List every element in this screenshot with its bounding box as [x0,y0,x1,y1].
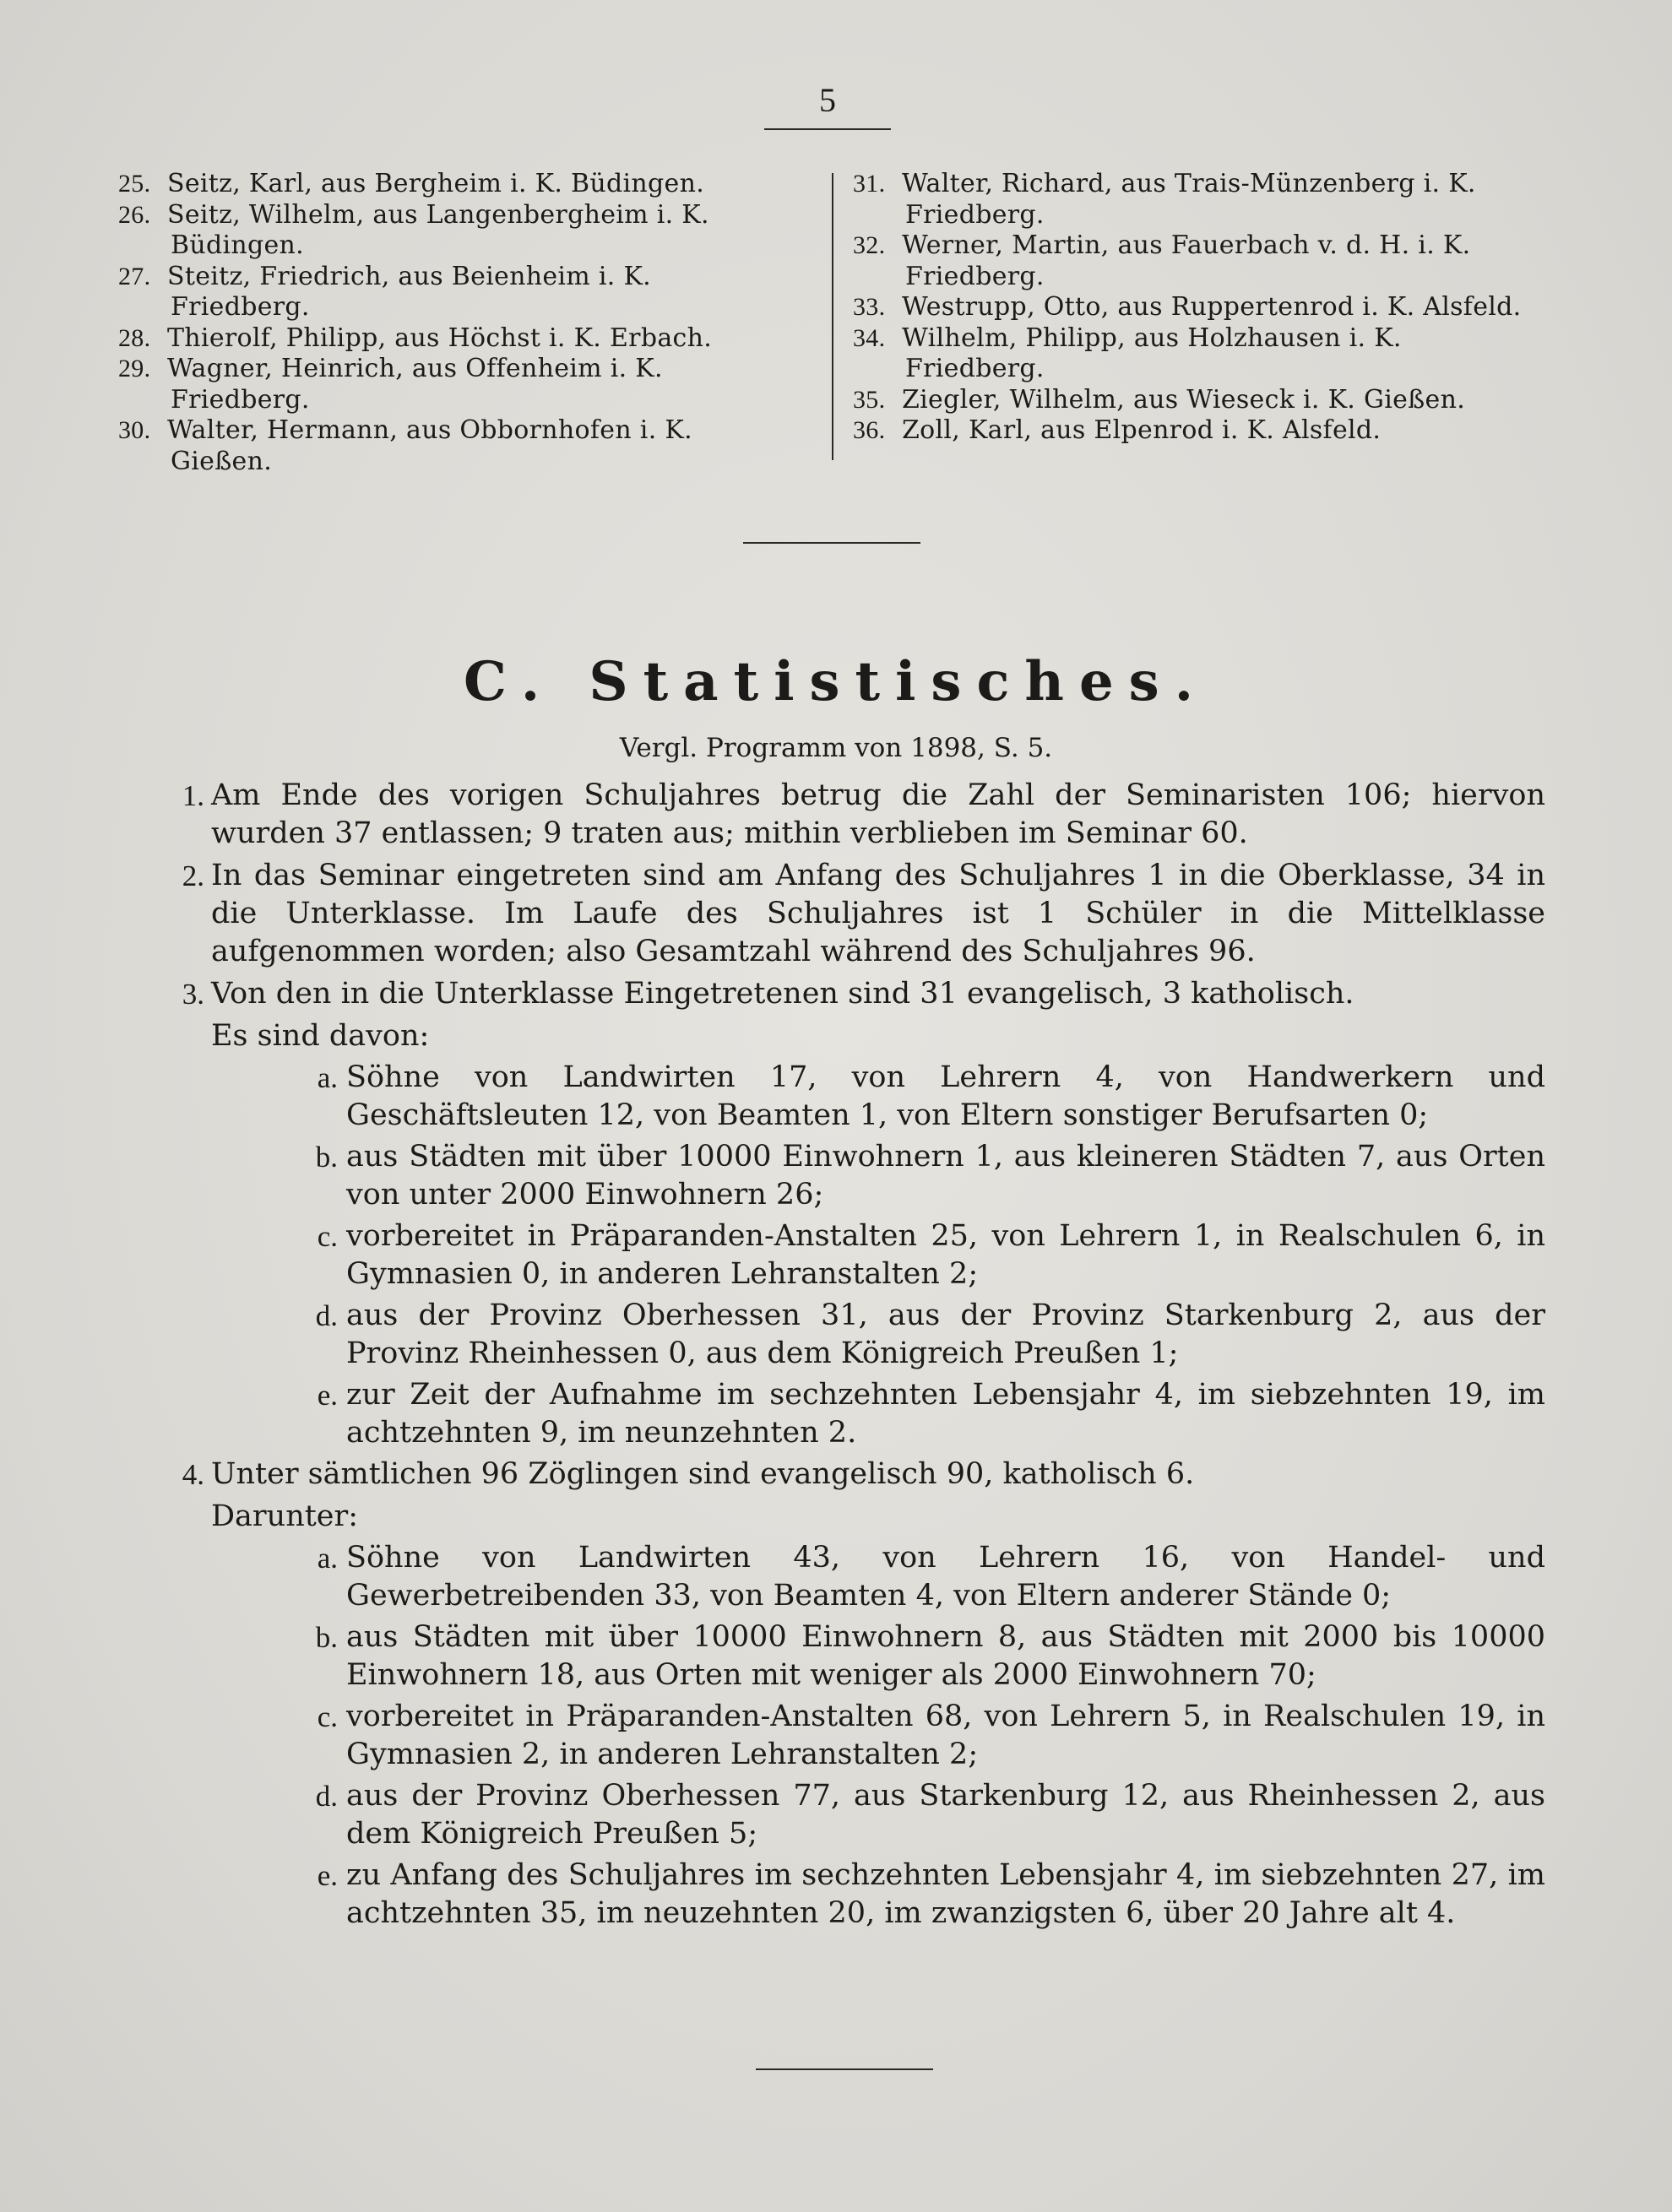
statistics-body [160,777,1545,1936]
roster-left-column [118,169,768,477]
section-rule [743,542,920,544]
roster-entry: 27. Steitz, Friedrich, aus Beienheim i. K. Friedberg. [118,261,652,322]
list-item: 2. In das Seminar eingetreten sind am Anfang des Schuljahres 1 in die Oberklasse, 34 in die Unterklasse. Im Laufe des Schuljahres ist 1 Schüler in die Mittelklasse aufgenommen worden; also Gesamtzahl während des Schuljahres 96. [182,859,1545,968]
sub-item: c. vorbereitet in Präparanden-Anstalten 25, von Lehrern 1, in Realschulen 6, in Gymnasien 0, in anderen Lehranstalten 2; [317,1219,1545,1291]
sub-item: b. aus Städten mit über 10000 Einwohnern 1, aus kleineren Städten 7, aus Orten von unter 2000 Einwohnern 26; [315,1140,1545,1212]
sub-item: c. vorbereitet in Präparanden-Anstalten 68, von Lehrern 5, in Realschulen 19, in Gymnasien 2, in anderen Lehranstalten 2; [317,1700,1545,1771]
column-divider [832,173,833,460]
list-item: 1. Am Ende des vorigen Schuljahres betrug die Zahl der Seminaristen 106; hiervon wurden 37 entlassen; 9 traten aus; mithin verblieben im Seminar 60. [182,778,1545,850]
roster-entry: 32. Werner, Martin, aus Fauerbach v. d. H. i. K. Friedberg. [853,230,1471,291]
footer-rule [756,2068,933,2070]
list-lead: Es sind davon: [211,1019,430,1053]
roster-entry: 33. Westrupp, Otto, aus Ruppertenrod i. K. Alsfeld. [853,292,1522,322]
sub-item: e. zu Anfang des Schuljahres im sechzehnten Lebensjahr 4, im siebzehnten 27, im achtzehnten 35, im neuzehnten 20, im zwanzigsten 6, über 20 Jahre alt 4. [317,1858,1545,1930]
roster-entry: 25. Seitz, Karl, aus Bergheim i. K. Büdingen. [118,169,705,198]
roster-entry: 30. Walter, Hermann, aus Obbornhofen i. K. Gießen. [118,415,692,476]
page-number: 5 [819,81,836,119]
sub-item: a. Söhne von Landwirten 17, von Lehrern 4, von Handwerkern und Geschäftsleuten 12, von Beamten 1, von Eltern sonstiger Berufsarten 0; [317,1060,1545,1132]
roster-entry: 36. Zoll, Karl, aus Elpenrod i. K. Alsfeld. [853,415,1382,445]
roster-entry: 29. Wagner, Heinrich, aus Offenheim i. K. Friedberg. [118,354,663,415]
roster-entry: 31. Walter, Richard, aus Trais-Münzenberg i. K. Friedberg. [853,169,1476,230]
sub-item: e. zur Zeit der Aufnahme im sechzehnten Lebensjahr 4, im siebzehnten 19, im achtzehnten 9, im neunzehnten 2. [317,1378,1545,1450]
sub-item: a. Söhne von Landwirten 43, von Lehrern 16, von Handel- und Gewerbetreibenden 33, von Beamten 4, von Eltern anderer Stände 0; [317,1541,1545,1613]
list-item: 3. Von den in die Unterklasse Eingetretenen sind 31 evangelisch, 3 katholisch. [182,977,1354,1011]
section-reference: Vergl. Programm von 1898, S. 5. [619,733,1053,763]
roster-right-column [853,169,1545,447]
section-heading: C. Statistisches. [464,650,1208,713]
roster-entry: 28. Thierolf, Philipp, aus Höchst i. K. Erbach. [118,323,713,353]
sub-item: d. aus der Provinz Oberhessen 31, aus der Provinz Starkenburg 2, aus der Provinz Rheinhessen 0, aus dem Königreich Preußen 1; [315,1298,1545,1370]
sub-item: b. aus Städten mit über 10000 Einwohnern 8, aus Städten mit 2000 bis 10000 Einwohnern 18, aus Orten mit weniger als 2000 Einwohnern 70; [315,1620,1545,1692]
list-item: 4. Unter sämtlichen 96 Zöglingen sind evangelisch 90, katholisch 6. [182,1457,1195,1491]
roster-entry: 35. Ziegler, Wilhelm, aus Wieseck i. K. Gießen. [853,384,1466,415]
sub-item: d. aus der Provinz Oberhessen 77, aus Starkenburg 12, aus Rheinhessen 2, aus dem Königreich Preußen 5; [315,1779,1545,1851]
roster-entry: 34. Wilhelm, Philipp, aus Holzhausen i. K. Friedberg. [853,323,1402,383]
header-rule [764,128,891,130]
roster-entry: 26. Seitz, Wilhelm, aus Langenbergheim i. K. Büdingen. [118,199,709,260]
list-lead: Darunter: [211,1499,359,1533]
